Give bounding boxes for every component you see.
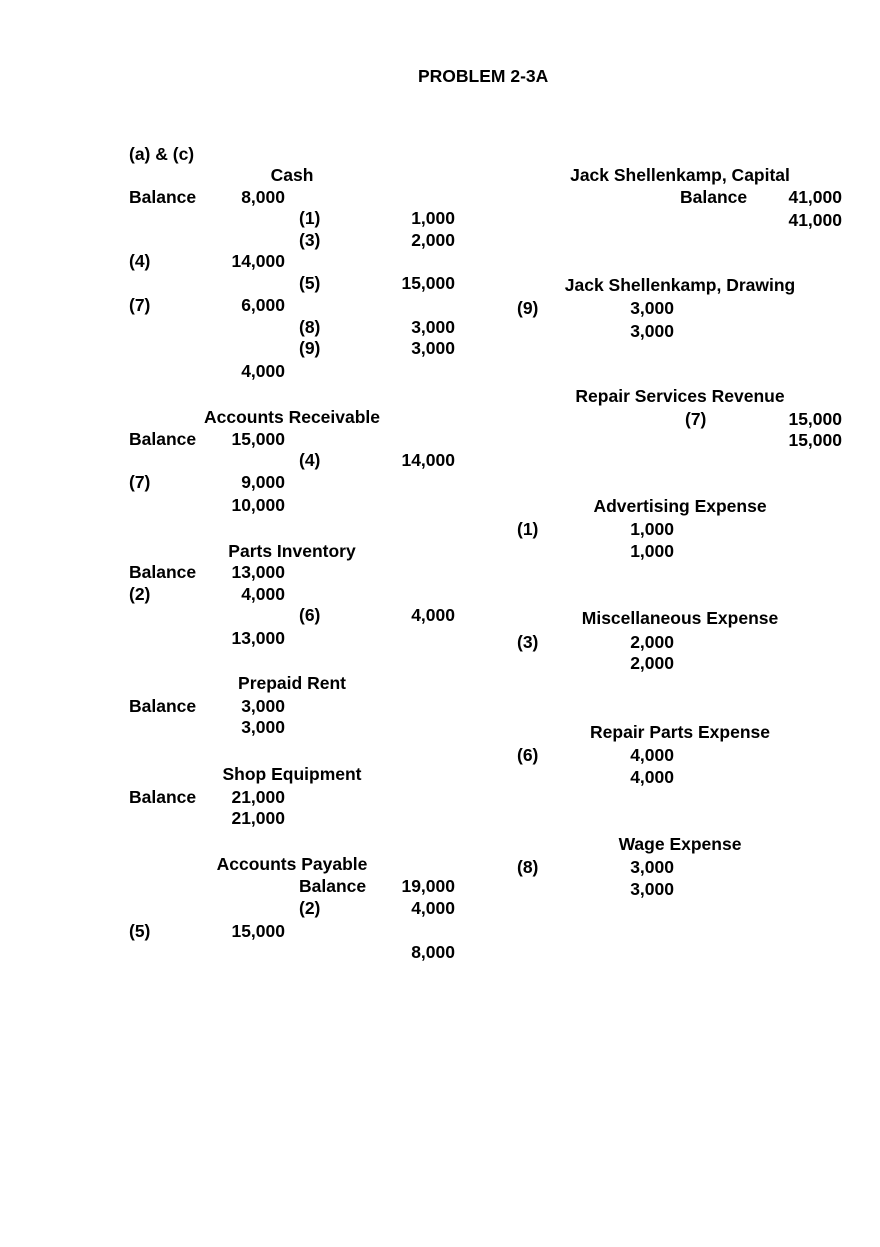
debit-amount: 13,000	[231, 562, 285, 582]
ending-balance: 8,000	[411, 942, 455, 962]
debit-amount: 3,000	[630, 298, 674, 318]
account-title: Cash	[270, 165, 314, 185]
ending-balance: 3,000	[630, 321, 674, 341]
debit-ref: (3)	[517, 632, 539, 652]
debit-ref: (8)	[517, 857, 539, 877]
debit-amount: 1,000	[630, 519, 674, 539]
debit-amount: 15,000	[231, 921, 285, 941]
debit-ref: Balance	[129, 562, 197, 582]
account-title: Parts Inventory	[228, 541, 356, 561]
debit-ref: (9)	[517, 298, 539, 318]
debit-amount: 21,000	[231, 787, 285, 807]
ending-balance: 3,000	[630, 879, 674, 899]
debit-amount: 15,000	[231, 429, 285, 449]
credit-amount: 19,000	[401, 876, 455, 896]
credit-amount: 3,000	[411, 317, 455, 337]
account-title: Miscellaneous Expense	[581, 608, 779, 628]
section-label: (a) & (c)	[129, 144, 195, 164]
debit-ref: (4)	[129, 251, 151, 271]
account-title: Jack Shellenkamp, Capital	[570, 165, 790, 185]
account-title: Wage Expense	[618, 834, 742, 854]
debit-ref: (7)	[129, 295, 151, 315]
ending-balance: 10,000	[231, 495, 285, 515]
debit-ref: (6)	[517, 745, 539, 765]
credit-ref: Balance	[299, 876, 367, 896]
credit-amount: 15,000	[788, 409, 842, 429]
credit-amount: 3,000	[411, 338, 455, 358]
debit-ref: (2)	[129, 584, 151, 604]
debit-ref: Balance	[129, 787, 197, 807]
credit-amount: 4,000	[411, 898, 455, 918]
account-title: Jack Shellenkamp, Drawing	[564, 275, 796, 295]
ending-balance: 15,000	[788, 430, 842, 450]
credit-ref: (5)	[299, 273, 321, 293]
credit-ref: (1)	[299, 208, 321, 228]
ending-balance: 4,000	[630, 767, 674, 787]
credit-amount: 15,000	[401, 273, 455, 293]
credit-ref: (9)	[299, 338, 321, 358]
credit-amount: 4,000	[411, 605, 455, 625]
credit-ref: (3)	[299, 230, 321, 250]
credit-amount: 14,000	[401, 450, 455, 470]
debit-amount: 3,000	[241, 696, 285, 716]
credit-ref: (8)	[299, 317, 321, 337]
ending-balance: 1,000	[630, 541, 674, 561]
ending-balance: 4,000	[241, 361, 285, 381]
account-title: Shop Equipment	[222, 764, 362, 784]
credit-amount: 2,000	[411, 230, 455, 250]
debit-amount: 6,000	[241, 295, 285, 315]
account-title: Repair Services Revenue	[575, 386, 785, 406]
debit-amount: 2,000	[630, 632, 674, 652]
account-title: Prepaid Rent	[238, 673, 346, 693]
ending-balance: 2,000	[630, 653, 674, 673]
ending-balance: 3,000	[241, 717, 285, 737]
debit-amount: 9,000	[241, 472, 285, 492]
ending-balance: 13,000	[231, 628, 285, 648]
debit-amount: 8,000	[241, 187, 285, 207]
account-title: Repair Parts Expense	[590, 722, 770, 742]
debit-ref: (7)	[129, 472, 151, 492]
debit-amount: 14,000	[231, 251, 285, 271]
debit-ref: (5)	[129, 921, 151, 941]
credit-ref: (6)	[299, 605, 321, 625]
debit-amount: 4,000	[630, 745, 674, 765]
credit-ref: (4)	[299, 450, 321, 470]
account-title: Accounts Receivable	[203, 407, 381, 427]
account-title: Accounts Payable	[216, 854, 368, 874]
debit-ref: Balance	[129, 187, 197, 207]
debit-amount: 4,000	[241, 584, 285, 604]
credit-amount: 41,000	[788, 187, 842, 207]
page-title: PROBLEM 2-3A	[418, 66, 549, 86]
account-title: Advertising Expense	[593, 496, 767, 516]
ending-balance: 21,000	[231, 808, 285, 828]
debit-ref: Balance	[129, 429, 197, 449]
debit-amount: 3,000	[630, 857, 674, 877]
credit-amount: 1,000	[411, 208, 455, 228]
credit-ref: (2)	[299, 898, 321, 918]
credit-ref: (7)	[685, 409, 707, 429]
debit-ref: Balance	[129, 696, 197, 716]
debit-ref: (1)	[517, 519, 539, 539]
ending-balance: 41,000	[788, 210, 842, 230]
credit-ref: Balance	[680, 187, 748, 207]
